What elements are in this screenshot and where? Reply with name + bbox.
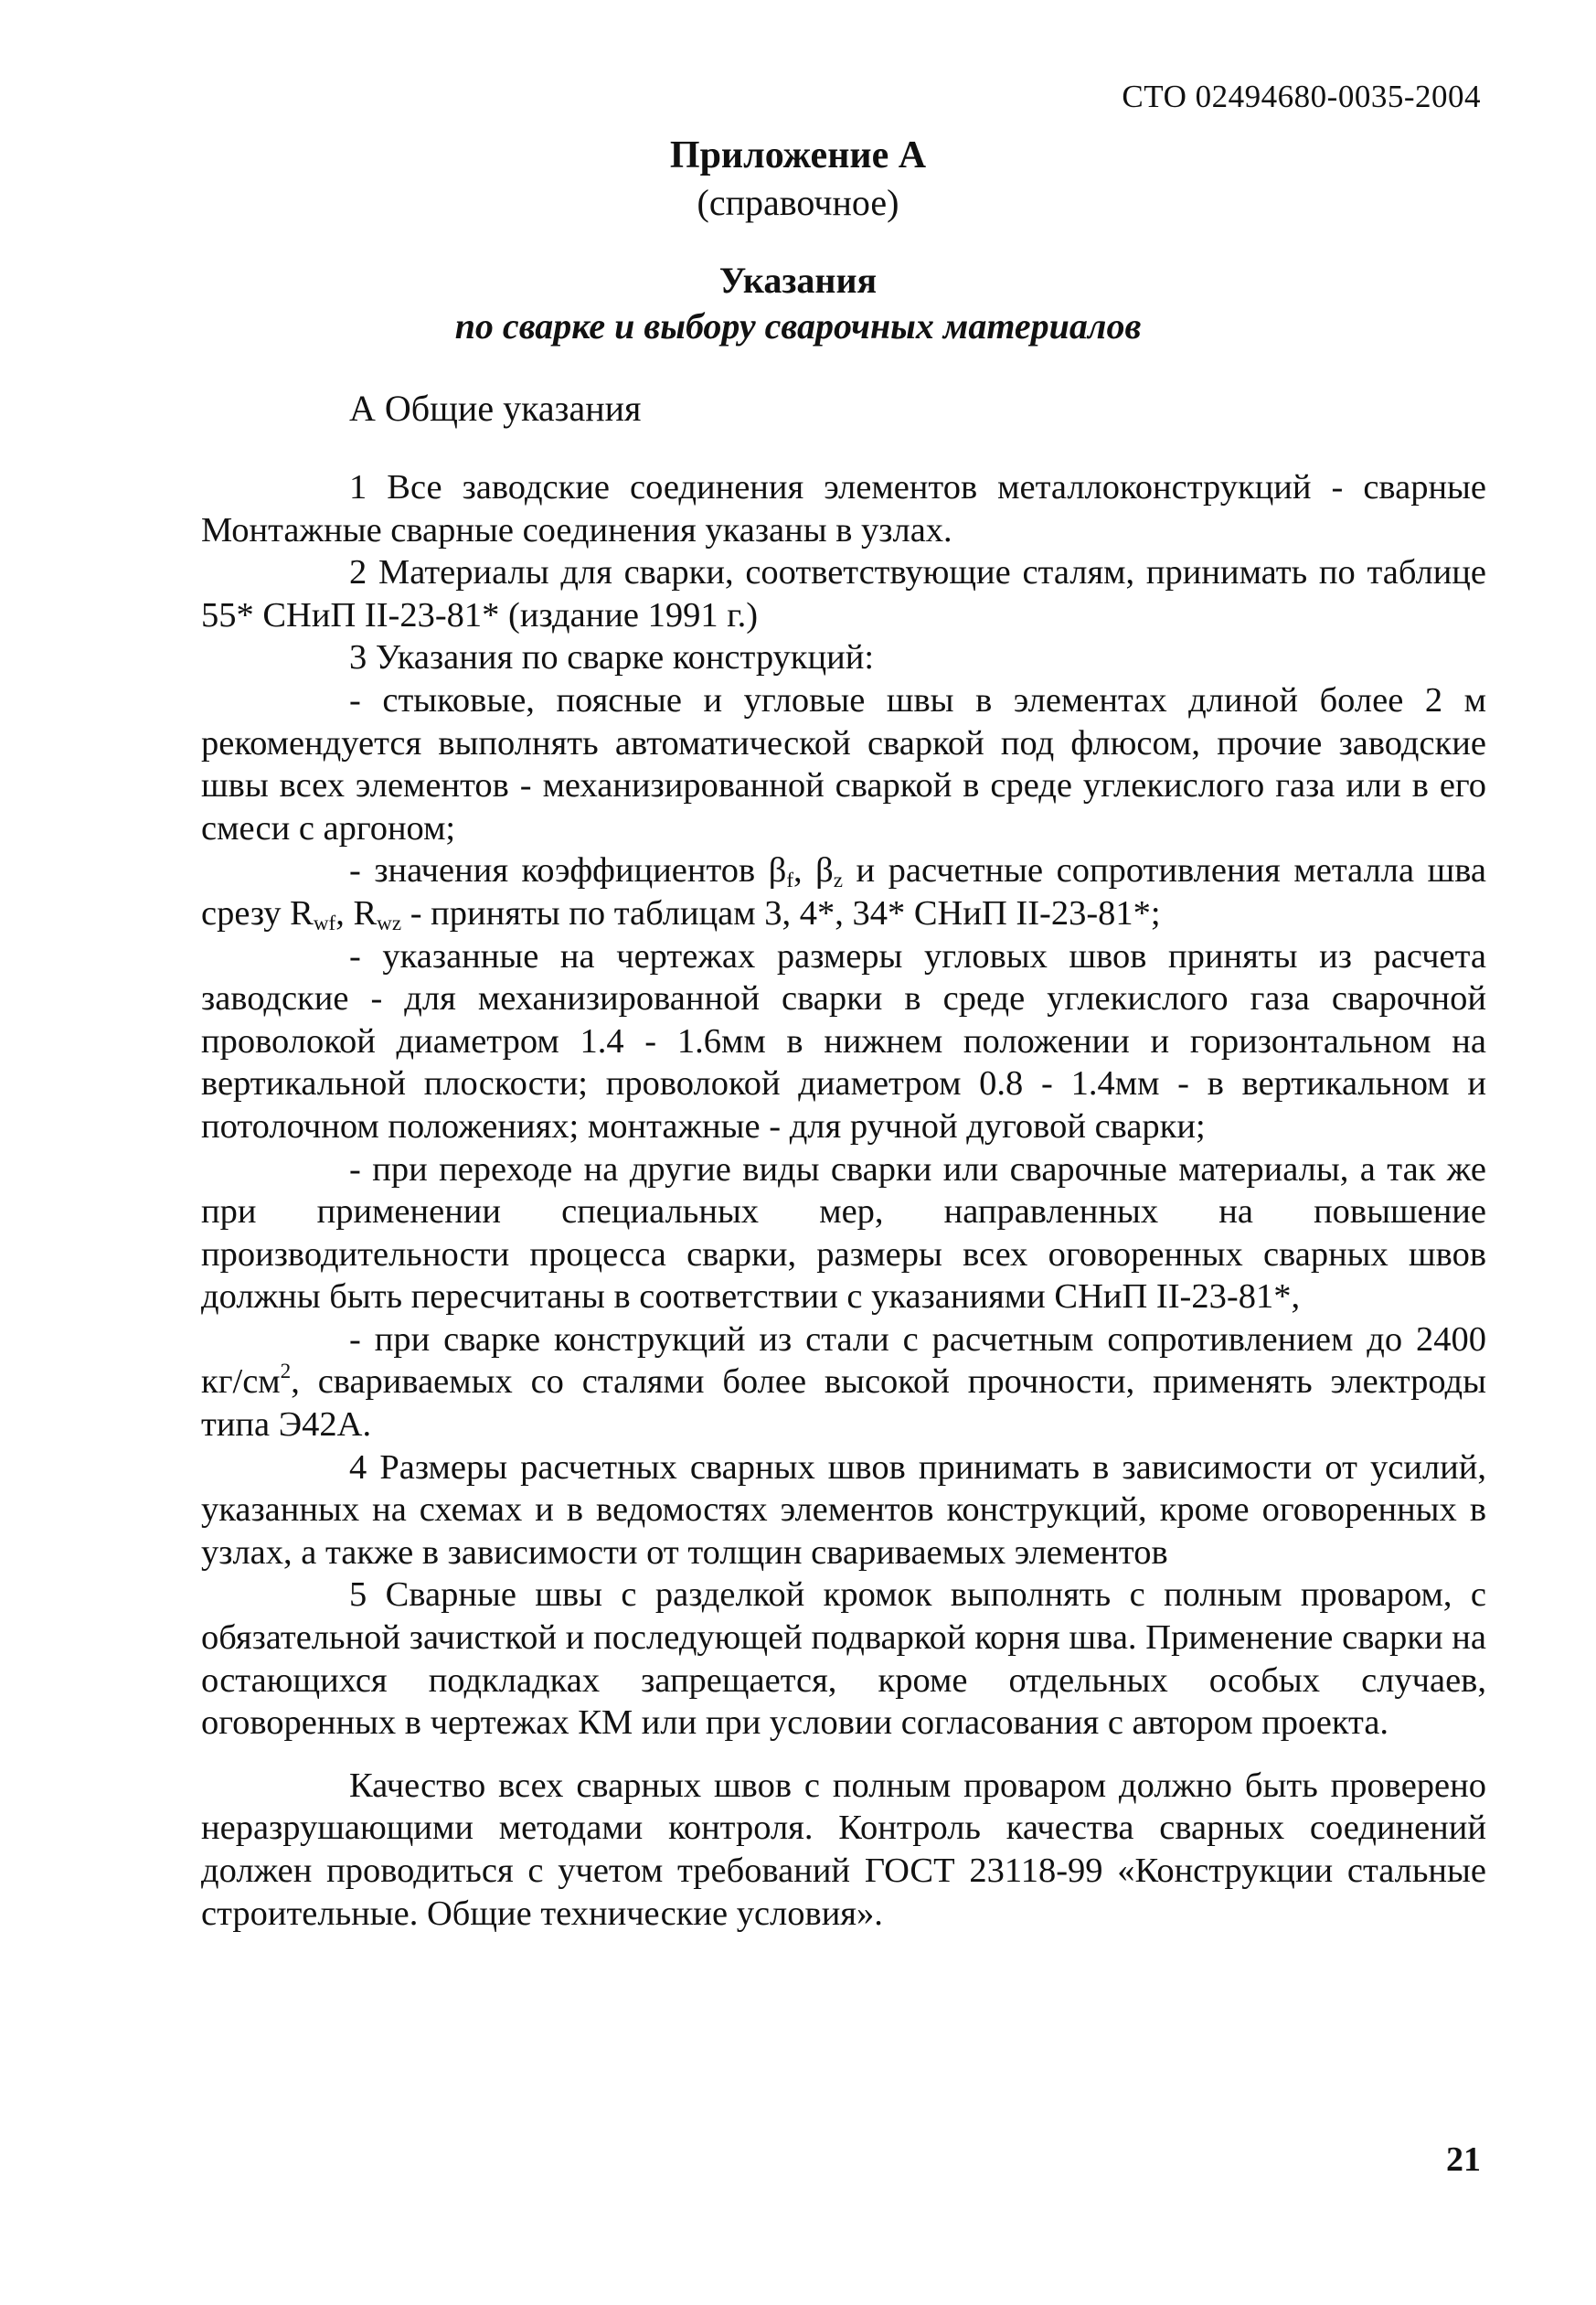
paragraph-3e xyxy=(201,1318,1486,1446)
paragraph-3c: - указанные на чертежах размеры угловых швов приняты из расчета заводские - для механизированной сварки в среде углекислого газа сварочной проволокой диаметром 1.4 - 1.6мм в нижнем положении и горизонтальном на вертикальной плоскости; проволокой диаметром 0.8 - 1.4мм - в вертикальном и потолочном положениях; монтажные - для ручной дуговой сварки; xyxy=(201,936,1486,1146)
paragraph-3: 3 Указания по сварке конструкций: xyxy=(349,638,875,678)
text-fragment: , β xyxy=(793,851,834,891)
subscript: wz xyxy=(377,910,402,934)
text-fragment: - приняты по таблицам 3, 4*, 34* СНиП II-23-81*; xyxy=(401,893,1161,933)
section-title: Указания xyxy=(718,260,878,301)
appendix-label: Приложение А xyxy=(669,134,927,176)
paragraph-5: 5 Сварные швы с разделкой кромок выполнять с полным проваром, с обязательной зачисткой и последующей подваркой корня шва. Применение сварки на остающихся подкладках запрещается, кроме отдельных особых случаев, оговоренных в чертежах КМ или при условии согласования с автором проекта. xyxy=(201,1575,1486,1743)
subsection-heading: А Общие указания xyxy=(349,388,642,429)
paragraph-3d: - при переходе на другие виды сварки или сварочные материалы, а так же при применении специальных мер, направленных на повышение производительности процесса сварки, размеры всех оговоренных сварных швов должны быть пересчитаны в соответствии с указаниями СНиП II-23-81*, xyxy=(201,1149,1486,1317)
text-fragment: , свариваемых со сталями более высокой прочности, применять электроды типа Э42А. xyxy=(201,1362,1486,1445)
text-fragment: , R xyxy=(335,893,378,933)
page-number: 21 xyxy=(1446,2140,1481,2179)
paragraph-3a: - стыковые, поясные и угловые швы в элементах длиной более 2 м рекомендуется выполнять автоматической сваркой под флюсом, прочие заводские швы всех элементов - механизированной сваркой в среде углекислого газа или в его смеси с аргоном; xyxy=(201,680,1486,848)
paragraph-4: 4 Размеры расчетных сварных швов принимать в зависимости от усилий, указанных на схемах и в ведомостях элементов конструкций, кроме оговоренных в узлах, а также в зависимости от толщин свариваемых элементов xyxy=(201,1447,1486,1572)
text-fragment: и расчетные сопротивления металла шва срезу R xyxy=(201,851,1486,933)
subscript: wf xyxy=(313,910,336,934)
paragraph-1: 1 Все заводские соединения элементов металлоконструкций - сварные Монтажные сварные соединения указаны в узлах. xyxy=(201,468,1486,550)
text-fragment: - при сварке конструкций из стали с расчетным сопротивлением до 2400 кг/см xyxy=(201,1319,1486,1402)
section-subtitle: по сварке и выбору сварочных материалов xyxy=(454,305,1142,347)
subscript: f xyxy=(786,868,794,892)
text-fragment: - значения коэффициентов β xyxy=(349,851,787,891)
appendix-note: (справочное) xyxy=(697,182,899,223)
paragraph-6: Качество всех сварных швов с полным проваром должно быть проверено неразрушающими методами контроля. Контроль качества сварных соединений должен проводиться с учетом требований ГОСТ 23118-99 «Конструкции стальные строительные. Общие технические условия». xyxy=(201,1766,1486,1933)
paragraph-2: 2 Материалы для сварки, соответствующие сталям, принимать по таблице 55* СНиП II-23-81* (издание 1991 г.) xyxy=(201,553,1486,635)
superscript: 2 xyxy=(280,1359,292,1383)
paragraph-3b xyxy=(201,849,1486,934)
subscript: z xyxy=(833,868,844,892)
document-code: СТО 02494680-0035-2004 xyxy=(1122,79,1481,114)
body-text xyxy=(201,466,1486,1935)
